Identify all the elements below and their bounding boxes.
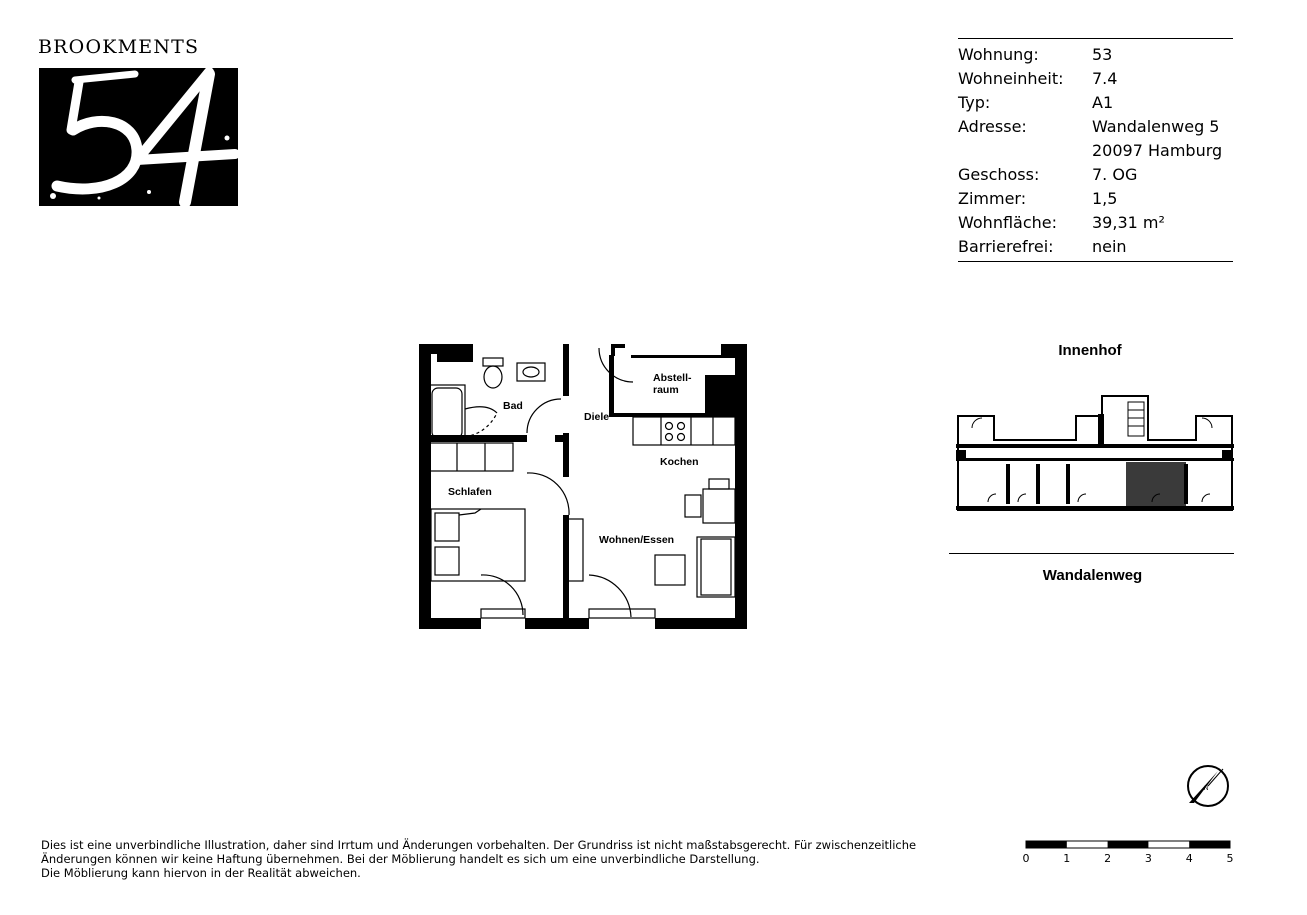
scale-tick: 1 bbox=[1063, 852, 1071, 865]
disclaimer-line: Änderungen können wir keine Haftung übernehmen. Bei der Möblierung handelt es sich um eine unverbindliche Darstellung. bbox=[41, 852, 760, 866]
info-label: Adresse: bbox=[958, 117, 1027, 136]
scale-bar bbox=[1018, 838, 1238, 872]
disclaimer bbox=[41, 838, 961, 880]
room-label-schlafen: Schlafen bbox=[448, 486, 492, 498]
info-label: Wohneinheit: bbox=[958, 69, 1064, 88]
info-value: 39,31 m² bbox=[1092, 213, 1165, 232]
room-label-abstell-2: raum bbox=[653, 384, 679, 396]
info-label: Typ: bbox=[958, 93, 991, 112]
info-value: A1 bbox=[1092, 93, 1114, 112]
kitchen-counter bbox=[633, 417, 735, 445]
info-label: Barrierefrei: bbox=[958, 237, 1054, 256]
info-row-typ bbox=[958, 91, 1233, 115]
info-value: Wandalenweg 5 bbox=[1092, 117, 1220, 136]
info-value: nein bbox=[1092, 237, 1127, 256]
info-row-barrierefrei bbox=[958, 235, 1233, 259]
info-value: 7.4 bbox=[1092, 69, 1118, 88]
disclaimer-line: Die Möblierung kann hiervon in der Realität abweichen. bbox=[41, 866, 361, 880]
brand-logo bbox=[39, 68, 238, 206]
scale-tick: 5 bbox=[1226, 852, 1234, 865]
floor-plan bbox=[415, 325, 751, 635]
info-row-adresse-city bbox=[958, 139, 1233, 163]
interior-walls bbox=[427, 344, 735, 618]
site-plan-top-label: Innenhof bbox=[1058, 342, 1122, 359]
info-label: Wohnung: bbox=[958, 45, 1039, 64]
room-label-kochen: Kochen bbox=[660, 456, 699, 468]
info-label: Zimmer: bbox=[958, 189, 1027, 208]
info-label: Wohnfläche: bbox=[958, 213, 1058, 232]
info-label bbox=[958, 139, 1092, 163]
room-label-wohnen: Wohnen/Essen bbox=[599, 534, 675, 546]
info-row-wohnung bbox=[958, 43, 1233, 67]
apartment-info-table bbox=[958, 38, 1233, 262]
info-value: 7. OG bbox=[1092, 165, 1138, 184]
info-label: Geschoss: bbox=[958, 165, 1040, 184]
info-value: 53 bbox=[1092, 45, 1113, 64]
scale-tick: 3 bbox=[1144, 852, 1152, 865]
room-label-bad: Bad bbox=[503, 400, 523, 412]
room-label-diele: Diele bbox=[584, 411, 610, 423]
info-row-wohneinheit bbox=[958, 67, 1233, 91]
street-divider bbox=[949, 553, 1234, 554]
living-furniture bbox=[565, 479, 735, 618]
compass-icon bbox=[1185, 763, 1231, 813]
info-row-geschoss bbox=[958, 163, 1233, 187]
info-row-zimmer bbox=[958, 187, 1233, 211]
disclaimer-line: Dies ist eine unverbindliche Illustration, daher sind Irrtum und Änderungen vorbehalten. Der Grundriss ist nicht maßstabsgerecht. Für zwischenzeitliche bbox=[41, 838, 917, 852]
scale-tick: 0 bbox=[1022, 852, 1030, 865]
info-row-adresse bbox=[958, 115, 1233, 139]
scale-tick: 2 bbox=[1104, 852, 1112, 865]
info-row-wohnflaeche bbox=[958, 211, 1233, 235]
site-plan-street-label: Wandalenweg bbox=[1042, 567, 1143, 584]
info-value: 1,5 bbox=[1092, 189, 1118, 208]
brand-name: BROOKMENTS bbox=[38, 36, 200, 58]
bedroom-furniture bbox=[429, 443, 569, 618]
info-value: 20097 Hamburg bbox=[1092, 141, 1223, 160]
room-label-abstell-1: Abstell- bbox=[653, 372, 692, 384]
compass-north-label: N bbox=[1204, 786, 1209, 792]
site-plan bbox=[952, 392, 1234, 518]
scale-tick: 4 bbox=[1185, 852, 1193, 865]
